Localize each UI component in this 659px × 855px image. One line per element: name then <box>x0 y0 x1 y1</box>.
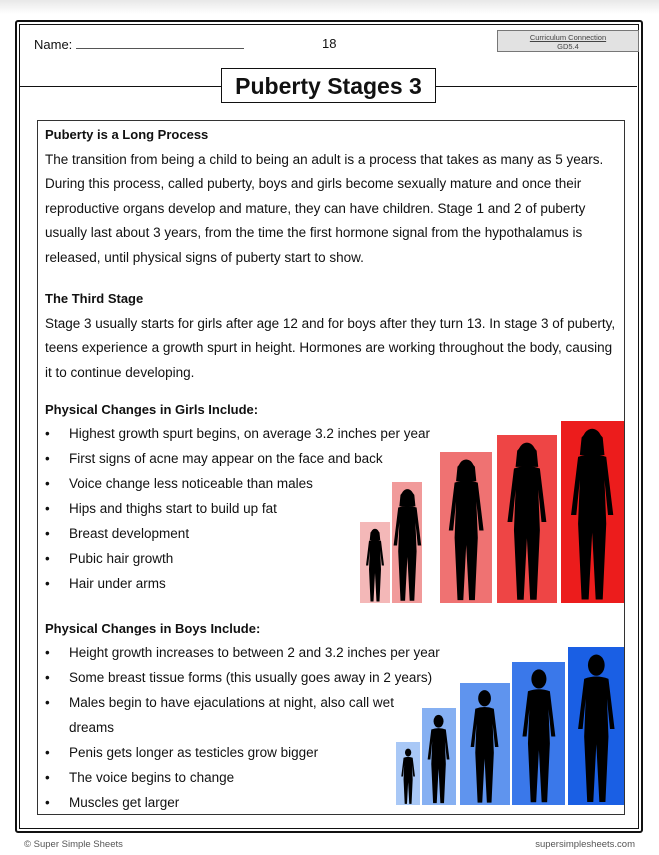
top-edge <box>0 0 659 14</box>
list-item: • Hips and thighs start to build up fat <box>45 496 620 521</box>
list-item: • Voice change less noticeable than males <box>45 471 620 496</box>
person-silhouette-icon <box>517 668 561 805</box>
website: supersimplesheets.com <box>535 839 635 850</box>
page-number: 18 <box>322 36 337 51</box>
copyright: © Super Simple Sheets <box>24 839 123 850</box>
list-item: • First signs of acne may appear on the face and back <box>45 446 620 471</box>
person-silhouette-icon <box>399 748 417 805</box>
person-silhouette-icon <box>424 714 453 805</box>
section-text: The transition from being a child to being an adult is a process that takes as many as 5 years. During this process, called puberty, boys and girls become sexually mature and once their reproductive organs develop and mature, they can have children. Stage 1 and 2 of puberty usually last about 3 years, from the time the first hormone signal from the hypothalamus is released, until physical signs of puberty start to show. <box>45 151 604 265</box>
name-field[interactable]: Name: <box>34 36 244 52</box>
list-item: • Penis gets longer as testicles grow bigger <box>45 740 620 765</box>
person-silhouette-icon <box>564 427 620 603</box>
person-silhouette-icon <box>466 689 503 805</box>
list-item: • Some breast tissue forms (this usually goes away in 2 years) <box>45 665 620 690</box>
list-item: • Hair under arms <box>45 571 620 596</box>
list-item: • Breast development <box>45 521 620 546</box>
list-item: • Highest growth spurt begins, on average 3.2 inches per year <box>45 421 620 446</box>
section-text: Stage 3 usually starts for girls after age 12 and for boys after they turn 13. In stage 3 of puberty, teens experience a growth spurt in height. Hormones are working throughout the body, causing it to continue developing. <box>45 315 616 380</box>
list-item: • Height growth increases to between 2 and 3.2 inches per year <box>45 640 620 665</box>
page-title: Puberty Stages 3 <box>221 68 436 103</box>
list-item: • Pubic hair growth <box>45 546 620 571</box>
section-long-process <box>45 123 620 271</box>
person-silhouette-icon <box>572 653 621 805</box>
list-item: • Males begin to have ejaculations at night, also call wet dreams <box>45 690 399 740</box>
section-heading: Puberty is a Long Process <box>45 127 209 142</box>
section-heading: The Third Stage <box>45 291 144 306</box>
section-heading: Physical Changes in Girls Include: <box>45 402 259 417</box>
list-item: • Muscles get larger <box>45 790 620 815</box>
name-line[interactable] <box>76 36 244 49</box>
person-silhouette-icon <box>389 488 426 603</box>
person-silhouette-icon <box>501 441 553 603</box>
person-silhouette-icon <box>443 458 489 603</box>
curriculum-connection: Curriculum Connection GD5.4 <box>497 30 639 52</box>
section-heading: Physical Changes in Boys Include: <box>45 621 261 636</box>
list-item: • The voice begins to change <box>45 765 620 790</box>
person-silhouette-icon <box>363 528 387 603</box>
section-third-stage <box>45 287 620 385</box>
